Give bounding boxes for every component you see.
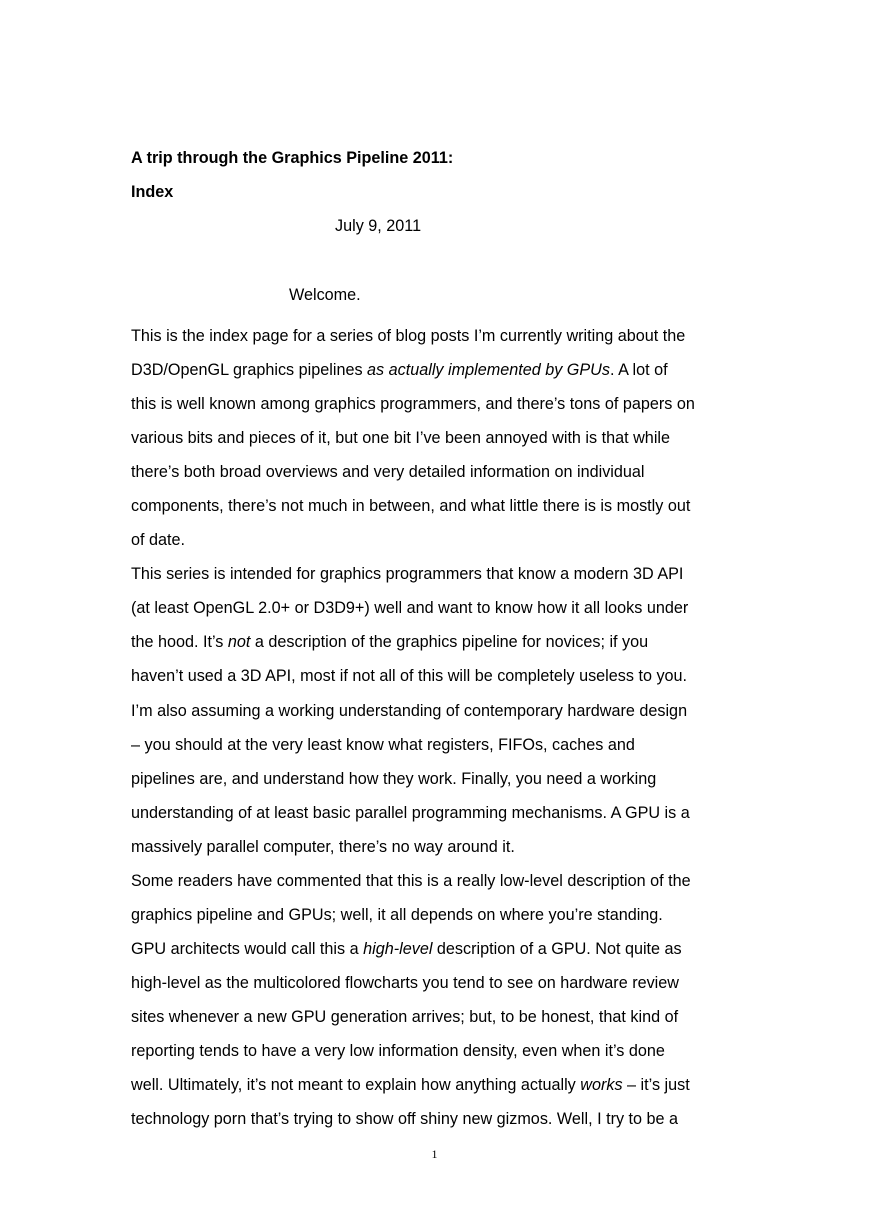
text-segment: technology porn that’s trying to show off shiny new gizmos. Well, I try to be a <box>131 1110 679 1129</box>
text-line <box>131 319 771 353</box>
text-segment: (at least OpenGL 2.0+ or D3D9+) well and want to know how it all looks under <box>131 599 689 618</box>
text-line <box>131 932 771 966</box>
text-line <box>131 898 771 932</box>
text-segment: there’s both broad overviews and very detailed information on individual <box>131 463 645 482</box>
text-segment: high-level as the multicolored flowcharts you tend to see on hardware review <box>131 973 679 992</box>
text-segment: description of a GPU. Not quite as <box>432 939 682 958</box>
text-segment: GPU architects would call this a <box>131 939 364 958</box>
text-segment: pipelines are, and understand how they work. Finally, you need a working <box>131 769 657 788</box>
text-line <box>131 455 771 489</box>
text-line <box>131 1068 771 1102</box>
body-text <box>131 319 771 1136</box>
text-segment: This is the index page for a series of blog posts I’m currently writing about the <box>131 327 686 345</box>
text-line <box>131 353 771 387</box>
text-segment: – you should at the very least know what registers, FIFOs, caches and <box>131 735 635 754</box>
text-segment: of date. <box>131 531 186 550</box>
text-line <box>131 694 771 728</box>
text-segment: sites whenever a new GPU generation arrives; but, to be honest, that kind of <box>131 1007 679 1026</box>
page-number: 1 <box>431 1147 438 1161</box>
text-line <box>131 1034 771 1068</box>
text-segment: various bits and pieces of it, but one bit I’ve been annoyed with is that while <box>131 429 671 448</box>
greeting: Welcome. <box>289 286 361 304</box>
emphasis-text: as actually implemented by GPUs <box>367 361 610 380</box>
text-line <box>131 557 771 591</box>
text-segment: This series is intended for graphics programmers that know a modern 3D API <box>131 565 684 584</box>
text-segment: I’m also assuming a working understanding of contemporary hardware design <box>131 701 688 720</box>
text-line <box>131 830 771 864</box>
text-line <box>131 421 771 455</box>
text-line <box>131 864 771 898</box>
text-line <box>131 966 771 1000</box>
text-line <box>131 762 771 796</box>
text-segment: components, there’s not much in between, and what little there is is mostly out <box>131 497 691 516</box>
text-line <box>131 625 771 659</box>
text-line <box>131 796 771 830</box>
text-segment: massively parallel computer, there’s no way around it. <box>131 837 515 856</box>
text-line <box>131 659 771 693</box>
text-segment: understanding of at least basic parallel programming mechanisms. A GPU is a <box>131 803 690 822</box>
text-line <box>131 1000 771 1034</box>
text-line <box>131 523 771 557</box>
text-segment: well. Ultimately, it’s not meant to explain how anything actually <box>131 1076 581 1095</box>
text-segment: a description of the graphics pipeline for novices; if you <box>250 633 649 652</box>
text-segment: D3D/OpenGL graphics pipelines <box>131 361 368 380</box>
text-segment: the hood. It’s <box>131 633 228 652</box>
text-segment: . A lot of <box>609 361 668 380</box>
publication-date: July 9, 2011 <box>335 217 422 235</box>
text-segment: – it’s just <box>622 1076 690 1095</box>
text-segment: graphics pipeline and GPUs; well, it all depends on where you’re standing. <box>131 905 663 924</box>
emphasis-text: works <box>580 1076 623 1095</box>
text-segment: Some readers have commented that this is a really low-level description of the <box>131 871 691 890</box>
emphasis-text: not <box>227 633 251 652</box>
document-title: A trip through the Graphics Pipeline 2011: <box>131 149 454 167</box>
text-line <box>131 489 771 523</box>
document-subtitle: Index <box>131 183 174 201</box>
text-line <box>131 1102 771 1136</box>
text-line <box>131 387 771 421</box>
emphasis-text: high-level <box>363 939 433 958</box>
text-line <box>131 728 771 762</box>
text-line <box>131 591 771 625</box>
text-segment: this is well known among graphics programmers, and there’s tons of papers on <box>131 395 695 414</box>
text-segment: haven’t used a 3D API, most if not all of this will be completely useless to you. <box>131 667 688 686</box>
text-segment: reporting tends to have a very low information density, even when it’s done <box>131 1041 665 1060</box>
